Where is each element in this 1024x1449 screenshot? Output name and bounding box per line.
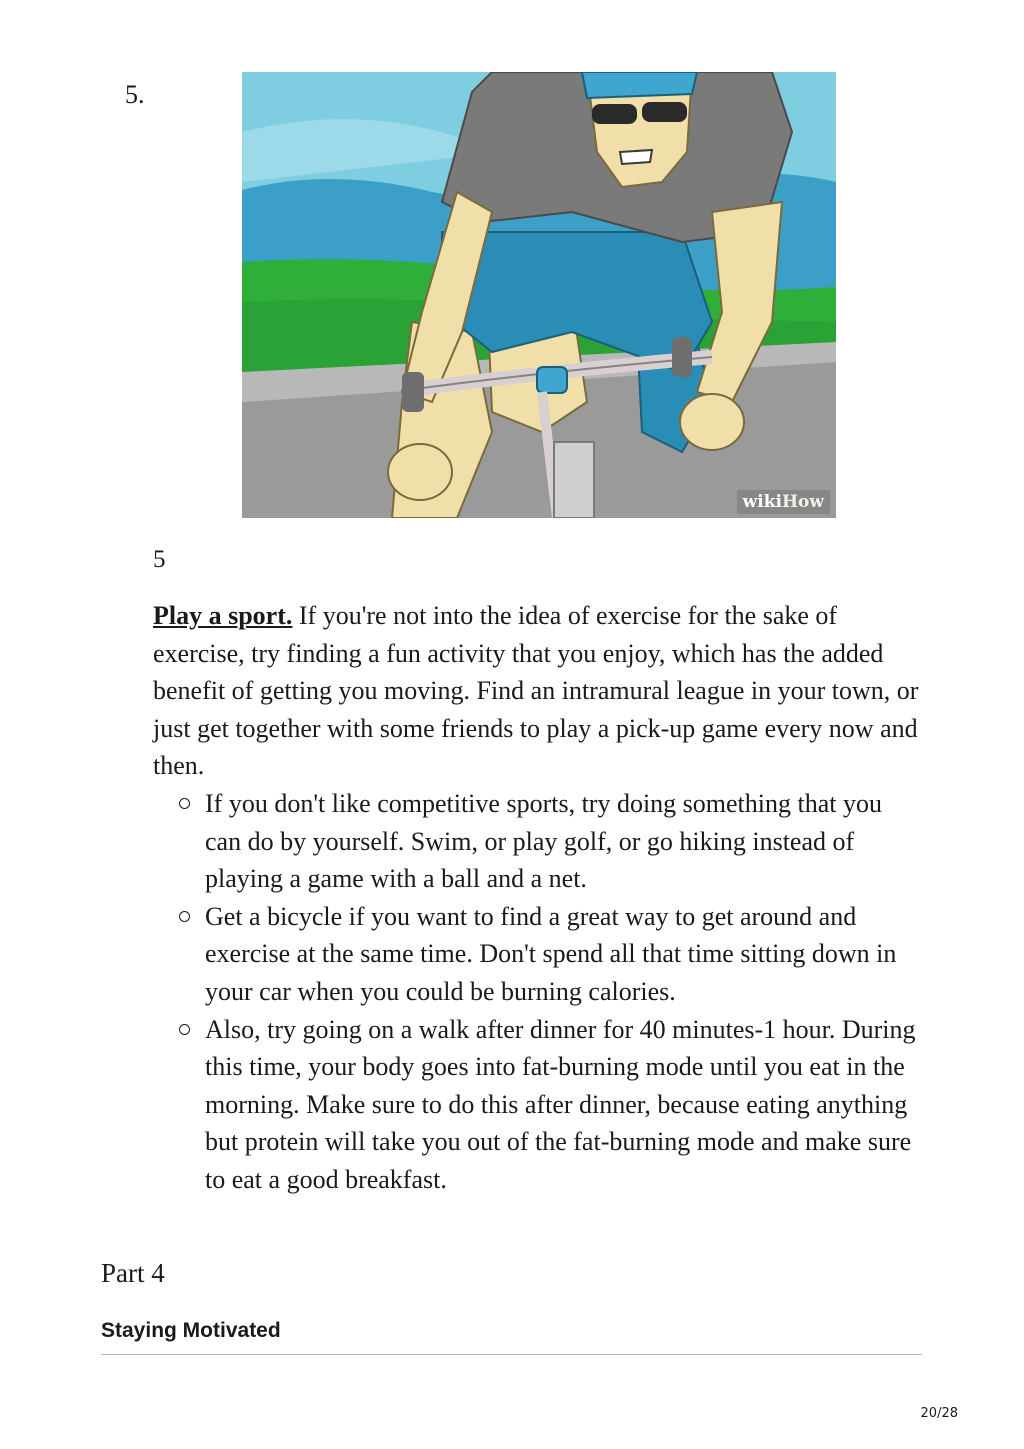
step-illustration — [242, 72, 836, 518]
watermark-how: How — [781, 492, 824, 512]
watermark-wiki: wiki — [742, 492, 782, 512]
page-number: 20/28 — [920, 1406, 958, 1421]
step-text: If you're not into the idea of exercise for the sake of exercise, try finding a fun activity that you enjoy, which has the added benefit of getting you moving. Find an intramural league in your town, or just get together with some friends to play a pick-up game every now and then. — [153, 601, 919, 781]
part-label: Part 4 — [101, 1258, 165, 1288]
circle-bullet-icon — [179, 1024, 190, 1035]
tips-list — [153, 785, 923, 1199]
section-divider — [101, 1354, 922, 1355]
step-label: 5 — [153, 546, 166, 573]
wikihow-watermark — [737, 490, 830, 514]
tip-text: Also, try going on a walk after dinner for 40 minutes-1 hour. During this time, your body goes into fat-burning mode until you eat in the morning. Make sure to do this after dinner, because eating anything but protein will take you out of the fat-burning mode and make sure to eat a good breakfast. — [205, 1014, 916, 1194]
step-body — [153, 597, 923, 1199]
tip-text: Get a bicycle if you want to find a great way to get around and exercise at the same time. Don't spend all that time sitting down in your car when you could be burning calories. — [205, 901, 897, 1006]
circle-bullet-icon — [179, 798, 190, 809]
step-title-link[interactable]: Play a sport. — [153, 601, 293, 630]
tip-item — [205, 785, 923, 898]
cyclist-illustration — [242, 72, 836, 518]
step-number: 5. — [125, 80, 145, 109]
step-paragraph — [153, 597, 923, 785]
tip-item — [205, 1011, 923, 1199]
tip-text: If you don't like competitive sports, try doing something that you can do by yourself. Swim, or play golf, or go hiking instead of playing a game with a ball and a net. — [205, 788, 882, 894]
circle-bullet-icon — [179, 911, 190, 922]
section-heading: Staying Motivated — [101, 1319, 281, 1342]
tip-item — [205, 898, 923, 1011]
